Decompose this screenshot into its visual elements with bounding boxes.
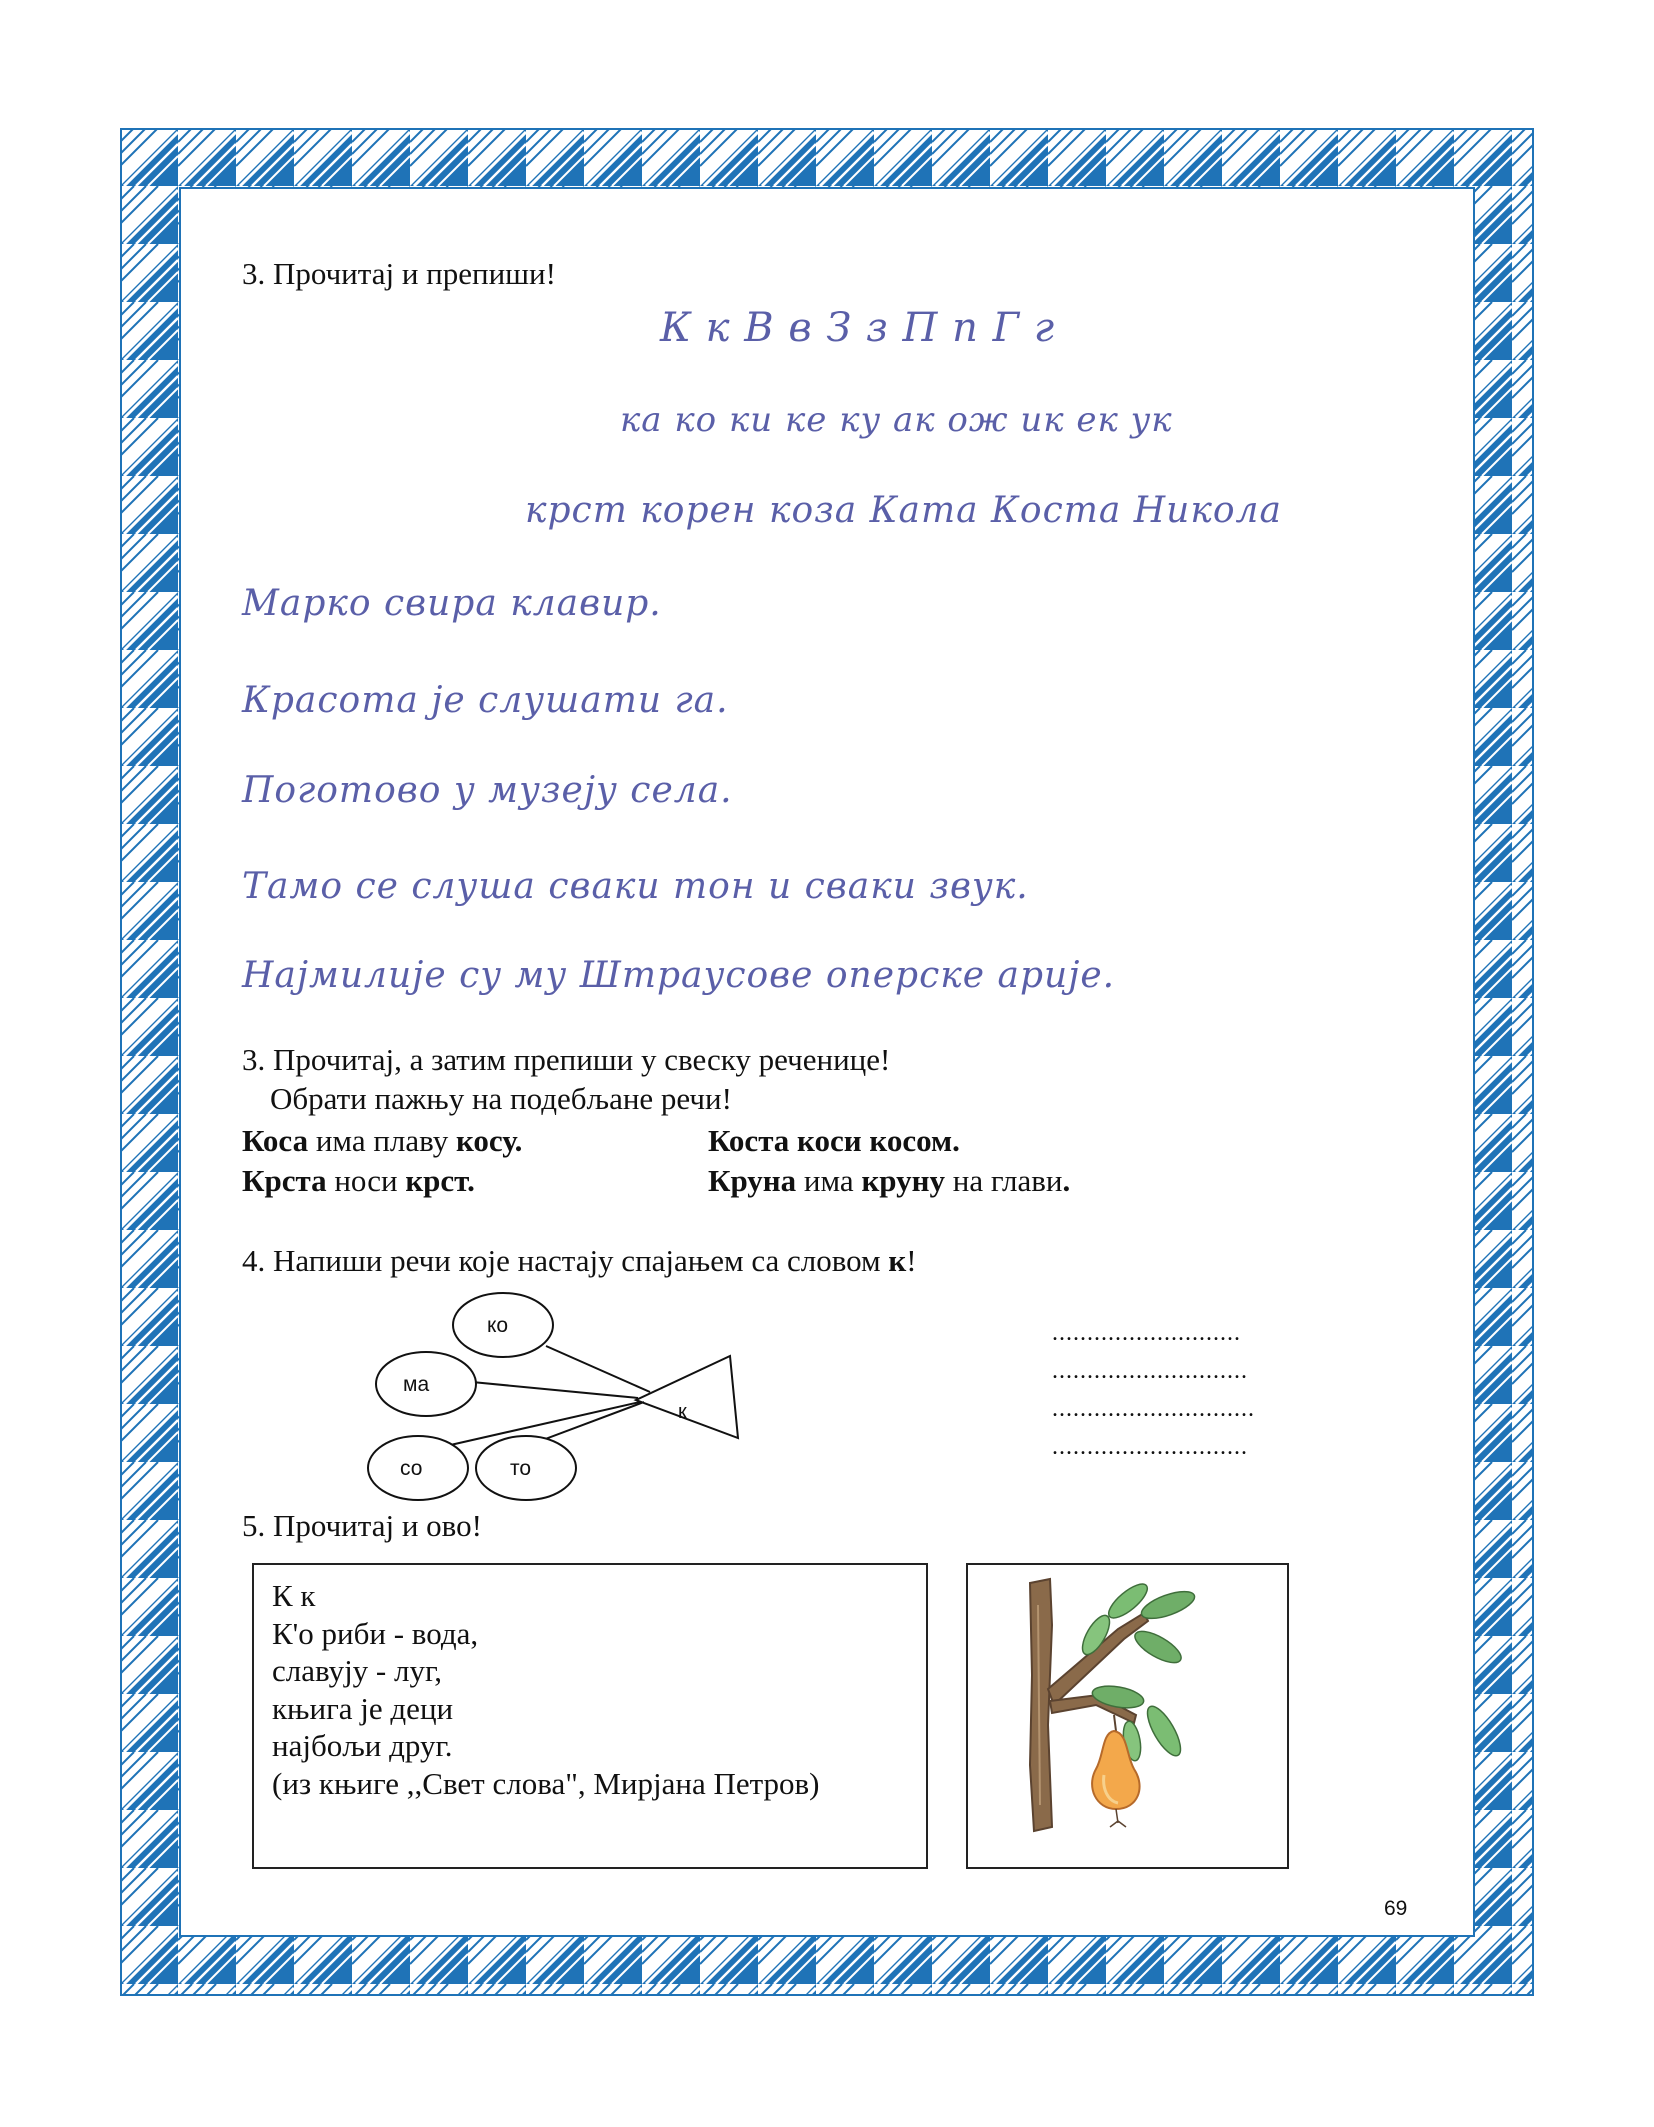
cursive-sentence: Марко свира клавир. xyxy=(242,583,662,624)
syllable-label: ма xyxy=(403,1373,430,1396)
poem-line: К к xyxy=(272,1578,316,1613)
poem-line: славују - луг, xyxy=(272,1653,442,1688)
exercise-4-heading: 4. Напиши речи које настају спајањем са словом к! xyxy=(242,1243,917,1278)
cursive-sentence: Тамо се слуша сваки тон и сваки звук. xyxy=(242,866,1029,907)
cursive-sentence: Поготово у музеју села. xyxy=(242,770,733,811)
poem-box xyxy=(252,1563,928,1869)
poem-line: (из књиге ,,Свет слова", Мирјана Петров) xyxy=(272,1765,820,1801)
exercise-5-heading: 5. Прочитај и ово! xyxy=(242,1508,482,1543)
sentence-row-1-left: Коса има плаву косу. xyxy=(242,1123,523,1158)
syllable-label: то xyxy=(510,1457,532,1480)
syllable-diagram xyxy=(360,1290,780,1510)
cursive-syllables: ка ко ки ке ку ак ож ик ек ук xyxy=(620,400,1173,440)
exercise-3-heading: 3. Прочитај и препиши! xyxy=(242,256,556,291)
target-triangle xyxy=(636,1356,738,1438)
illustration-box xyxy=(966,1563,1289,1869)
answer-line: ............................ xyxy=(1052,1358,1248,1384)
exercise-3b-instruction-2: Обрати пажњу на подебљане речи! xyxy=(270,1081,732,1116)
page-number: 69 xyxy=(1384,1897,1408,1920)
triangle-letter: к xyxy=(678,1401,687,1423)
answer-line: ........................... xyxy=(1052,1320,1241,1346)
connector-line xyxy=(546,1346,650,1392)
cursive-sentence: Красота је слушати га. xyxy=(242,680,729,721)
cursive-sentence: Најмилије су му Штраусове оперске арије. xyxy=(242,955,1116,996)
syllable-label: со xyxy=(400,1457,423,1480)
poem-text xyxy=(272,1577,820,1802)
connector-line xyxy=(472,1382,638,1398)
sentence-row-2-right: Круна има круну на глави. xyxy=(708,1163,1071,1198)
poem-line: К'о риби - вода, xyxy=(272,1615,479,1651)
exercise-3b-instruction: 3. Прочитај, а затим препиши у свеску реченице! xyxy=(242,1042,891,1077)
poem-line: најбољи друг. xyxy=(272,1728,453,1763)
letter-k-branch-with-pear-icon xyxy=(968,1565,1287,1867)
answer-line: ............................ xyxy=(1052,1434,1248,1460)
cursive-words: крст корен коза Ката Коста Никола xyxy=(525,490,1282,531)
syllable-label: ко xyxy=(487,1314,509,1337)
cursive-letters: К к В в З з П п Г г xyxy=(660,305,1056,351)
sentence-row-2-left: Крста носи крст. xyxy=(242,1163,475,1198)
poem-line: књига је деци xyxy=(272,1690,454,1726)
answer-line: ............................. xyxy=(1052,1396,1255,1422)
sentence-row-1-right: Коста коси косом. xyxy=(708,1123,960,1158)
